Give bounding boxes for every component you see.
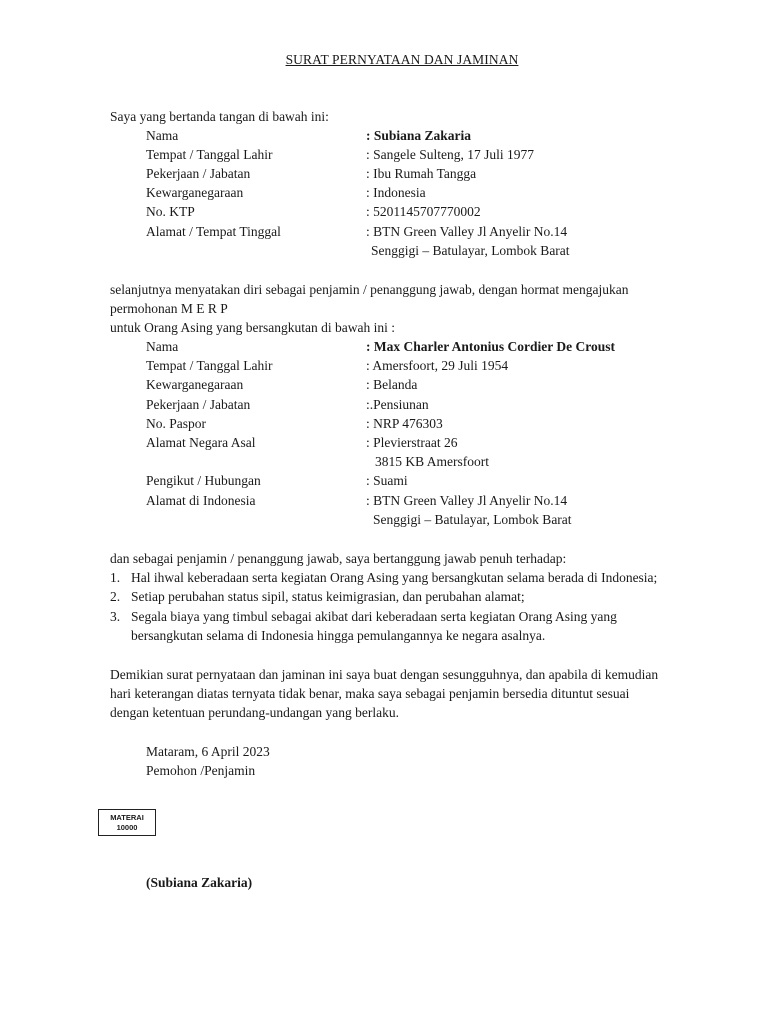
foreigner-relation-value: : Suami [366,473,408,488]
guarantor-nationality-label: Kewarganegaraan [146,185,244,200]
foreigner-origin-address-value: : Plevierstraat 26 [366,435,458,450]
stamp-label: MATERAI [110,813,144,822]
foreigner-origin-address-value-line2: 3815 KB Amersfoort [375,454,489,469]
foreigner-indonesia-address-label: Alamat di Indonesia [146,493,256,508]
foreigner-nationality-label: Kewarganegaraan [146,377,244,392]
guarantor-ktp-label: No. KTP [146,204,195,219]
closing-line-2: hari keterangan diatas ternyata tidak benar, maka saya sebagai penjamin bersedia dituntut sesuai [110,686,630,701]
foreigner-job-value: :.Pensiunan [366,397,429,412]
foreigner-name-label: Nama [146,339,179,354]
guarantor-birth-label: Tempat / Tanggal Lahir [146,147,273,162]
foreigner-passport-value: : NRP 476303 [366,416,443,431]
foreigner-name-value: : Max Charler Antonius Cordier De Croust [366,339,615,354]
foreigner-passport-label: No. Paspor [146,416,206,431]
intro-text: Saya yang bertanda tangan di bawah ini: [110,109,329,124]
guarantor-nationality-value: : Indonesia [366,185,426,200]
guarantor-job-value: : Ibu Rumah Tangga [366,166,477,181]
statement-line-2: permohonan M E R P [110,301,228,316]
foreigner-indonesia-address-value-line2: Senggigi – Batulayar, Lombok Barat [373,512,572,527]
guarantor-ktp-value: : 5201145707770002 [366,204,481,219]
responsibility-item-2: Setiap perubahan status sipil, status keimigrasian, dan perubahan alamat; [131,589,525,604]
foreigner-job-label: Pekerjaan / Jabatan [146,397,251,412]
responsibility-number-3: 3. [110,609,121,624]
foreigner-origin-address-label: Alamat Negara Asal [146,435,256,450]
guarantor-birth-value: : Sangele Sulteng, 17 Juli 1977 [366,147,534,162]
guarantor-address-value: : BTN Green Valley Jl Anyelir No.14 [366,224,568,239]
responsibility-item-3-line2: bersangkutan selama di Indonesia hingga pemulangannya ke negara asalnya. [131,628,546,643]
responsibility-item-1: Hal ihwal keberadaan serta kegiatan Orang Asing yang bersangkutan selama berada di Indonesia; [131,570,658,585]
signer-name: (Subiana Zakaria) [146,875,253,890]
responsibility-intro: dan sebagai penjamin / penanggung jawab, saya bertanggung jawab penuh terhadap: [110,551,567,566]
foreigner-birth-label: Tempat / Tanggal Lahir [146,358,273,373]
responsibility-item-3: Segala biaya yang timbul sebagai akibat dari keberadaan serta kegiatan Orang Asing yang [131,609,617,624]
materai-stamp-box [98,809,156,836]
stamp-amount: 10000 [116,823,138,832]
closing-line-3: dengan ketentuan perundang-undangan yang berlaku. [110,705,400,720]
statement-line-3: untuk Orang Asing yang bersangkutan di bawah ini : [110,320,395,335]
closing-line-1: Demikian surat pernyataan dan jaminan ini saya buat dengan sesungguhnya, dan apabila di kemudian [110,667,659,682]
guarantor-address-value-line2: Senggigi – Batulayar, Lombok Barat [371,243,570,258]
document-title: SURAT PERNYATAAN DAN JAMINAN [285,52,519,67]
foreigner-indonesia-address-value: : BTN Green Valley Jl Anyelir No.14 [366,493,568,508]
place-date: Mataram, 6 April 2023 [146,744,270,759]
guarantor-address-label: Alamat / Tempat Tinggal [146,224,281,239]
foreigner-birth-value: : Amersfoort, 29 Juli 1954 [366,358,509,373]
statement-line-1: selanjutnya menyatakan diri sebagai penjamin / penanggung jawab, dengan hormat mengajukan [110,282,629,297]
responsibility-number-2: 2. [110,589,121,604]
guarantor-name-value: : Subiana Zakaria [366,128,472,143]
foreigner-relation-label: Pengikut / Hubungan [146,473,261,488]
guarantor-name-label: Nama [146,128,179,143]
foreigner-nationality-value: : Belanda [366,377,418,392]
signer-role: Pemohon /Penjamin [146,763,256,778]
responsibility-number-1: 1. [110,570,121,585]
guarantor-job-label: Pekerjaan / Jabatan [146,166,251,181]
